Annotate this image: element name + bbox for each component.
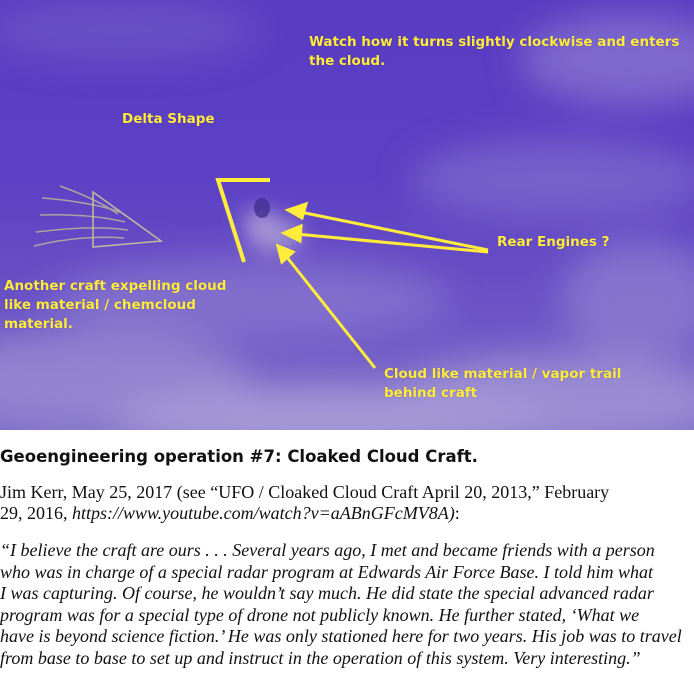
rotation-note-line-2: the cloud. [309, 53, 386, 69]
rear-engines-label [497, 233, 609, 252]
attribution-date: 29, 2016, [0, 503, 72, 523]
youtube-link[interactable]: https://www.youtube.com/watch?v=aABnGFcMV8A) [72, 503, 455, 523]
vapor-trail-line-2: behind craft [384, 385, 478, 401]
rotation-note-label [309, 33, 679, 71]
other-craft-line-3: material. [4, 316, 73, 332]
rear-engines-text: Rear Engines ? [497, 234, 610, 250]
caption-title: Geoengineering operation #7: Cloaked Cloud Craft. [0, 447, 478, 466]
caption-attribution [0, 482, 694, 524]
attribution-line-1: Jim Kerr, May 25, 2017 (see “UFO / Cloaked Cloud Craft April 20, 2013,” February [0, 482, 610, 502]
quote-line: I was capturing. Of course, he wouldn’t say much. He did state the special advanced radar [0, 583, 654, 603]
other-craft-exhaust-lines [34, 186, 128, 246]
other-craft-label [4, 277, 226, 334]
vapor-trail-line-1: Cloud like material / vapor trail [384, 366, 622, 382]
quote-line: who was in charge of a special radar program at Edwards Air Force Base. I told him what [0, 561, 653, 582]
vapor-trail-label [384, 365, 621, 403]
caption-block [0, 430, 694, 694]
delta-shape-text: Delta Shape [122, 111, 215, 127]
caption-quote [0, 540, 694, 669]
attribution-line-2 [0, 503, 694, 524]
quote-line: program was for a special type of drone not publicly known. He further stated, ‘What we [0, 604, 640, 625]
quote-line: have is beyond science fiction.’ He was only stationed here for two years. His job was to travel [0, 626, 682, 646]
delta-shape-label [122, 110, 215, 129]
craft-dark-core [254, 198, 270, 218]
rotation-note-line-1: Watch how it turns slightly clockwise and enters [309, 34, 680, 50]
quote-line: from base to base to set up and instruct in the operation of this system. Very interesting.” [0, 647, 641, 668]
quote-line: “I believe the craft are ours . . . Several years ago, I met and became friends with a person [0, 540, 655, 560]
rear-engines-arrows [284, 204, 488, 252]
other-craft-line-2: like material / chemcloud [4, 297, 196, 313]
attribution-colon: : [454, 503, 460, 523]
other-craft-line-1: Another craft expelling cloud [4, 278, 227, 294]
other-craft-triangle [93, 192, 161, 247]
